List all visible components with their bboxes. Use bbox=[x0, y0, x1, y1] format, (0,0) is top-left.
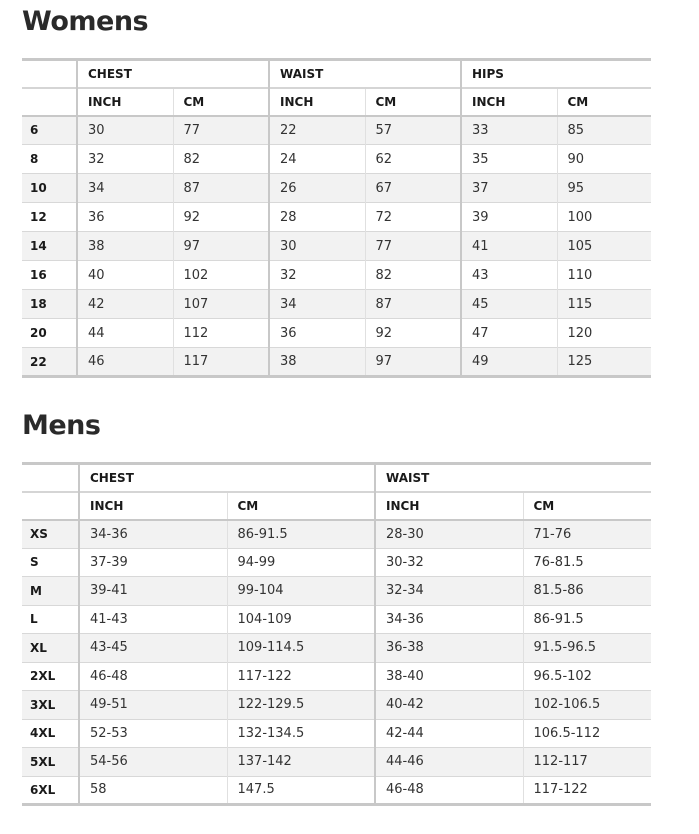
table-row bbox=[22, 634, 651, 663]
womens-unit-header-row bbox=[22, 88, 651, 116]
measurement-cell: 30 bbox=[269, 232, 365, 261]
table-row bbox=[22, 203, 651, 232]
measurement-cell: 49-51 bbox=[79, 691, 227, 720]
measurement-cell: 117-122 bbox=[533, 782, 588, 798]
measurement-cell: 137-142 bbox=[227, 748, 375, 777]
unit-header-waist-cm: CM bbox=[365, 88, 461, 116]
size-header-cell bbox=[22, 492, 79, 520]
measurement-cell: 76-81.5 bbox=[533, 554, 584, 570]
measurement-cell: 77 bbox=[365, 232, 461, 261]
measurement-cell: 30-32 bbox=[375, 548, 523, 577]
unit-header-chest-inch: INCH bbox=[77, 88, 173, 116]
measurement-cell: 46 bbox=[77, 348, 173, 377]
measurement-cell: 102 bbox=[173, 261, 269, 290]
measurement-cell: 82 bbox=[173, 145, 269, 174]
measurement-cell: 43 bbox=[461, 261, 557, 290]
mens-group-header-row bbox=[22, 464, 651, 492]
unit-header-waist-inch: INCH bbox=[269, 88, 365, 116]
table-row bbox=[22, 319, 651, 348]
size-label: 14 bbox=[22, 232, 77, 261]
size-label: L bbox=[22, 605, 79, 634]
table-row bbox=[22, 348, 651, 377]
measurement-cell: 42 bbox=[77, 290, 173, 319]
measurement-cell: 46-48 bbox=[375, 776, 523, 805]
measurement-cell: 39-41 bbox=[79, 577, 227, 606]
size-label: 6XL bbox=[22, 776, 79, 805]
measurement-cell: 72 bbox=[365, 203, 461, 232]
measurement-cell: 92 bbox=[365, 319, 461, 348]
size-label: XS bbox=[22, 520, 79, 549]
group-header-waist: WAIST bbox=[375, 464, 651, 492]
measurement-cell: 30 bbox=[77, 116, 173, 145]
group-header-chest: CHEST bbox=[77, 60, 269, 88]
measurement-cell: 44 bbox=[77, 319, 173, 348]
measurement-cell: 86-91.5 bbox=[227, 520, 375, 549]
unit-header-hips-inch: INCH bbox=[461, 88, 557, 116]
size-label: 22 bbox=[22, 348, 77, 377]
group-header-waist: WAIST bbox=[269, 60, 461, 88]
measurement-cell: 32-34 bbox=[375, 577, 523, 606]
size-label: 10 bbox=[22, 174, 77, 203]
measurement-cell: 57 bbox=[365, 116, 461, 145]
unit-header-chest-inch: INCH bbox=[79, 492, 227, 520]
measurement-cell: 104-109 bbox=[227, 605, 375, 634]
table-row bbox=[22, 691, 651, 720]
measurement-cell: 34 bbox=[77, 174, 173, 203]
womens-section-title: Womens bbox=[22, 6, 149, 37]
size-label: 5XL bbox=[22, 748, 79, 777]
measurement-cell: 47 bbox=[461, 319, 557, 348]
size-label: XL bbox=[22, 634, 79, 663]
measurement-cell: 132-134.5 bbox=[227, 719, 375, 748]
measurement-cell: 40 bbox=[77, 261, 173, 290]
womens-size-table bbox=[22, 58, 651, 378]
mens-section-title: Mens bbox=[22, 410, 101, 441]
measurement-cell: 85 bbox=[567, 122, 585, 138]
measurement-cell: 90 bbox=[567, 151, 585, 167]
measurement-cell: 97 bbox=[173, 232, 269, 261]
measurement-cell: 52-53 bbox=[79, 719, 227, 748]
measurement-cell: 102-106.5 bbox=[533, 697, 601, 713]
measurement-cell: 105 bbox=[567, 238, 593, 254]
measurement-cell: 43-45 bbox=[79, 634, 227, 663]
mens-size-table bbox=[22, 462, 651, 806]
measurement-cell: 117-122 bbox=[227, 662, 375, 691]
size-label: 12 bbox=[22, 203, 77, 232]
measurement-cell: 34-36 bbox=[375, 605, 523, 634]
size-header-cell bbox=[22, 464, 79, 492]
unit-header-waist-cm: CM bbox=[523, 492, 651, 520]
measurement-cell: 44-46 bbox=[375, 748, 523, 777]
measurement-cell: 38 bbox=[269, 348, 365, 377]
measurement-cell: 28 bbox=[269, 203, 365, 232]
measurement-cell: 71-76 bbox=[533, 526, 572, 542]
size-header-cell bbox=[22, 88, 77, 116]
measurement-cell: 96.5-102 bbox=[533, 668, 592, 684]
measurement-cell: 82 bbox=[365, 261, 461, 290]
table-row bbox=[22, 520, 651, 549]
measurement-cell: 32 bbox=[269, 261, 365, 290]
table-row bbox=[22, 290, 651, 319]
size-label: 2XL bbox=[22, 662, 79, 691]
measurement-cell: 115 bbox=[567, 296, 593, 312]
measurement-cell: 37 bbox=[461, 174, 557, 203]
table-row bbox=[22, 232, 651, 261]
measurement-cell: 35 bbox=[461, 145, 557, 174]
measurement-cell: 97 bbox=[365, 348, 461, 377]
group-header-chest: CHEST bbox=[79, 464, 375, 492]
measurement-cell: 147.5 bbox=[227, 776, 375, 805]
measurement-cell: 38 bbox=[77, 232, 173, 261]
table-row bbox=[22, 261, 651, 290]
measurement-cell: 45 bbox=[461, 290, 557, 319]
measurement-cell: 110 bbox=[567, 267, 593, 283]
measurement-cell: 28-30 bbox=[375, 520, 523, 549]
measurement-cell: 92 bbox=[173, 203, 269, 232]
measurement-cell: 38-40 bbox=[375, 662, 523, 691]
unit-header-waist-inch: INCH bbox=[375, 492, 523, 520]
table-row bbox=[22, 776, 651, 805]
size-label: 3XL bbox=[22, 691, 79, 720]
measurement-cell: 36 bbox=[269, 319, 365, 348]
measurement-cell: 106.5-112 bbox=[533, 725, 601, 741]
size-header-cell bbox=[22, 60, 77, 88]
size-label: 16 bbox=[22, 261, 77, 290]
unit-header-hips-cm: CM bbox=[557, 88, 651, 116]
measurement-cell: 36 bbox=[77, 203, 173, 232]
table-row bbox=[22, 548, 651, 577]
measurement-cell: 49 bbox=[461, 348, 557, 377]
size-label: 8 bbox=[22, 145, 77, 174]
measurement-cell: 91.5-96.5 bbox=[533, 640, 597, 656]
unit-header-chest-cm: CM bbox=[173, 88, 269, 116]
measurement-cell: 77 bbox=[173, 116, 269, 145]
measurement-cell: 42-44 bbox=[375, 719, 523, 748]
mens-table-body bbox=[22, 520, 651, 805]
table-row bbox=[22, 145, 651, 174]
womens-table-body bbox=[22, 116, 651, 377]
size-label: 20 bbox=[22, 319, 77, 348]
measurement-cell: 67 bbox=[365, 174, 461, 203]
measurement-cell: 32 bbox=[77, 145, 173, 174]
measurement-cell: 26 bbox=[269, 174, 365, 203]
table-row bbox=[22, 174, 651, 203]
size-label: 6 bbox=[22, 116, 77, 145]
measurement-cell: 112 bbox=[173, 319, 269, 348]
size-label: M bbox=[22, 577, 79, 606]
measurement-cell: 34-36 bbox=[79, 520, 227, 549]
measurement-cell: 62 bbox=[365, 145, 461, 174]
measurement-cell: 58 bbox=[79, 776, 227, 805]
table-row bbox=[22, 577, 651, 606]
measurement-cell: 117 bbox=[173, 348, 269, 377]
measurement-cell: 107 bbox=[173, 290, 269, 319]
measurement-cell: 109-114.5 bbox=[227, 634, 375, 663]
measurement-cell: 37-39 bbox=[79, 548, 227, 577]
measurement-cell: 36-38 bbox=[375, 634, 523, 663]
table-row bbox=[22, 605, 651, 634]
size-label: S bbox=[22, 548, 79, 577]
measurement-cell: 54-56 bbox=[79, 748, 227, 777]
womens-group-header-row bbox=[22, 60, 651, 88]
measurement-cell: 41 bbox=[461, 232, 557, 261]
measurement-cell: 46-48 bbox=[79, 662, 227, 691]
measurement-cell: 120 bbox=[567, 325, 593, 341]
group-header-hips: HIPS bbox=[461, 60, 651, 88]
measurement-cell: 41-43 bbox=[79, 605, 227, 634]
unit-header-chest-cm: CM bbox=[227, 492, 375, 520]
size-label: 18 bbox=[22, 290, 77, 319]
size-label: 4XL bbox=[22, 719, 79, 748]
measurement-cell: 86-91.5 bbox=[533, 611, 584, 627]
table-row bbox=[22, 662, 651, 691]
measurement-cell: 22 bbox=[269, 116, 365, 145]
mens-unit-header-row bbox=[22, 492, 651, 520]
measurement-cell: 100 bbox=[567, 209, 593, 225]
table-row bbox=[22, 748, 651, 777]
measurement-cell: 94-99 bbox=[227, 548, 375, 577]
table-row bbox=[22, 116, 651, 145]
measurement-cell: 39 bbox=[461, 203, 557, 232]
measurement-cell: 112-117 bbox=[533, 754, 588, 770]
measurement-cell: 122-129.5 bbox=[227, 691, 375, 720]
measurement-cell: 34 bbox=[269, 290, 365, 319]
measurement-cell: 87 bbox=[365, 290, 461, 319]
measurement-cell: 33 bbox=[461, 116, 557, 145]
measurement-cell: 40-42 bbox=[375, 691, 523, 720]
table-row bbox=[22, 719, 651, 748]
measurement-cell: 24 bbox=[269, 145, 365, 174]
measurement-cell: 81.5-86 bbox=[533, 583, 584, 599]
measurement-cell: 87 bbox=[173, 174, 269, 203]
measurement-cell: 99-104 bbox=[227, 577, 375, 606]
measurement-cell: 125 bbox=[567, 354, 593, 369]
measurement-cell: 95 bbox=[567, 180, 585, 196]
